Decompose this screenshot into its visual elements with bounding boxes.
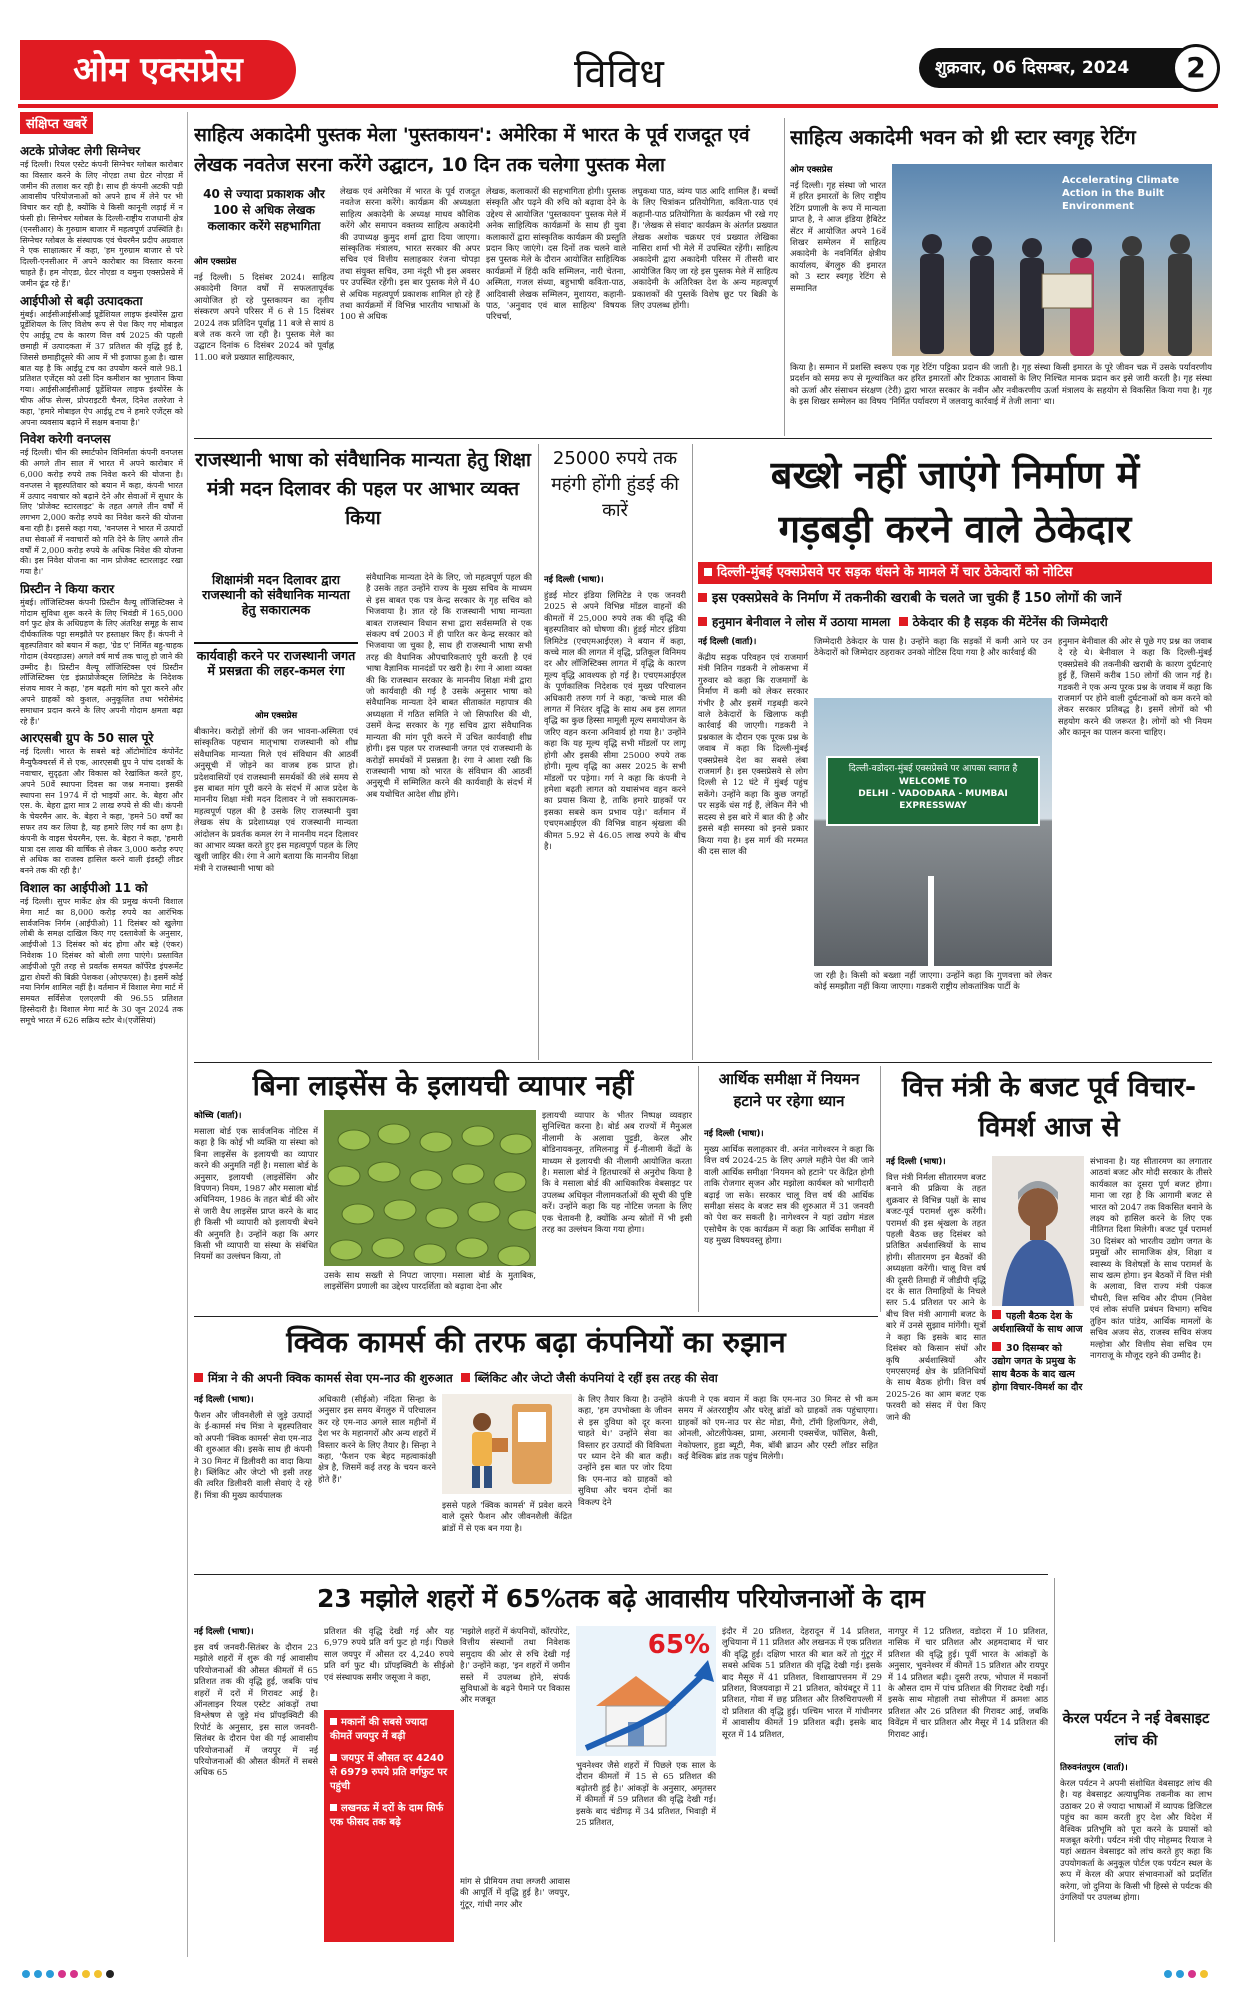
expressway-col3: हनुमान बेनीवाल की ओर से पूछे गए प्रश्न का जवाब दे रहे थे। बेनीवाल ने कहा कि दिल्ली-मुंबई एक्सप्रेसवे की तकनीकी खराबी के कारण दुर्घटनाएं हुई हैं, जिसमें करीब 150 लोगों की जान गई है। गडकरी ने एक अन्य पूरक प्रश्न के जवाब में कहा कि राजमार्ग पर होने वाली दुर्घटनाओं को कम करने को लेकर सरकार प्रतिबद्ध है। इसमें लोगों को भी सहयोग करने की जरूरत है। लोगों को भी नियम और कानून का पालन करना चाहिए।	[1058, 636, 1212, 738]
hyundai-byline: नई दिल्ली (भाषा)।	[544, 575, 604, 585]
bullet-icon	[698, 593, 707, 602]
expressway-strip-2	[698, 588, 1212, 610]
cardamom-photo	[324, 1110, 536, 1266]
greenrating-headline: साहित्य अकादेमी भवन को थ्री स्टार स्वगृह रेटिंग	[790, 125, 1136, 149]
review-body: मुख्य आर्थिक सलाहकार वी. अनंत नागेश्वरन ने कहा कि वित्त वर्ष 2024-25 के लिए अगले महीने पेश की जाने वाली आर्थिक समीक्षा 'नियमन को हटाने' पर केंद्रित होगी ताकि रोजगार सृजन और मझोला कार्यबल को भागीदारी बढ़ाई जा सके। सरकार चालू वित्त वर्ष की आर्थिक समीक्षा संसद के बजट सत्र की शुरुआत में 31 जनवरी को पेश कर सकती है। नागेश्वरन ने यहां उद्योग मंडल एसोचैम के एक कार्यक्रम में कहा कि आर्थिक समीक्षा में यह मुख्य विषयवस्तु होगा।	[704, 1144, 874, 1246]
brief-headline: प्रिस्टीन ने किया करार	[20, 581, 115, 596]
brief-item	[20, 731, 183, 877]
cardamom-byline: कोच्चि (वार्ता)।	[194, 1111, 242, 1121]
kerala-headline: केरल पर्यटन ने नई वेबसाइट लांच की	[1062, 1711, 1210, 1749]
bullet-icon	[330, 1804, 337, 1811]
bookfair-pullquote: 40 से ज्यादा प्रकाशक और 100 से अधिक लेखक कलाकार करेंगे सहभागिता	[203, 187, 325, 233]
housing-col3b: मांग से प्रीमियम तथा लग्जरी आवास की आपूर्ति में वृद्धि हुई है।' जयपुर, गुंटूर, गांधी नगर और	[460, 1876, 570, 1909]
expressway-photo	[814, 698, 1052, 966]
budget-byline: नई दिल्ली (भाषा)।	[886, 1157, 946, 1167]
quickcommerce-byline: नई दिल्ली (भाषा)।	[194, 1395, 254, 1405]
housing-col4: भुवनेश्वर जैसे शहरों में पिछले एक साल के दौरान कीमतों में 15 से 65 प्रतिशत की बढ़ोतरी हुई है।' आंकड़ों के अनुसार, अमृतसर में कीमतों में 59 प्रतिशत की वृद्धि देखी गई। इसके बाद चंडीगढ़ में 34 प्रतिशत, भिवाड़ी में 25 प्रतिशत,	[576, 1760, 716, 1828]
budget-body2: संभावना है। यह सीतारमण का लगातार आठवां बजट और मोदी सरकार के तीसरे कार्यकाल का दूसरा पूर्ण बजट होगा। माना जा रहा है कि आगामी बजट से भारत को 2047 तक विकसित बनाने के लक्ष्य को हासिल करने के लिए एक नीतिगत दिशा मिलेगी। बजट पूर्व परामर्श 30 दिसंबर को भारतीय उद्योग जगत के प्रमुखों और सामाजिक क्षेत्र, शिक्षा व स्वास्थ्य के विशेषज्ञों के साथ परामर्श के साथ खत्म होगा। इन बैठकों में वित्त मंत्री के अलावा, वित्त राज्य मंत्री पंकज चौधरी, वित्त सचिव और दीपम (निवेश एवं लोक संपत्ति प्रबंधन विभाग) सचिव तुहिन कांत पांडेय, आर्थिक मामलों के सचिव अजय सेठ, राजस्व सचिव संजय मल्होत्रा और वित्तीय सेवा सचिव एम नागराजू के मौजूद रहने की उम्मीद है।	[1090, 1156, 1212, 1360]
brief-item	[20, 881, 183, 1027]
section-title: विविध	[574, 51, 664, 97]
brief-body: मुंबई। आईसीआईसीआई प्रूडेंशियल लाइफ इंश्योरेंस द्वारा प्रूडेंशियल के लिए विशेष रूप से पेश किए गए मोबाइल ऐप आईप्रू टच के कारण वित्त वर्ष 2025 की पहली छमाही में उत्पादकता में 37 प्रतिशत की वृद्धि हुई है, जिससे छमाहीदूसरे की आय में भी इजाफा हुआ है। खास बात यह है कि आईप्रू टच का उपयोग करने वाले 98.1 प्रतिशत एजेंट्स को उसी दिन कमीशन का भुगतान किया गया। आईसीआईसीआई प्रूडेंशियल लाइफ इंश्योरेंस के चीफ ऑफ सेल्स, प्रोपराइटरी चैनल, दिनेश तलरेजा ने कहा, 'हमारे मोबाइल ऐप आईप्रू टच ने हमारे एजेंट्स को अपना व्यवसाय बढ़ाने में सक्षम बनाया है।'	[20, 309, 183, 427]
sign-text-name: DELHI - VADODARA - MUMBAI EXPRESSWAY	[858, 789, 1008, 811]
housing-graphic-label: 65%	[647, 1630, 710, 1660]
divider	[194, 1062, 1212, 1063]
expressway-sign	[826, 756, 1040, 826]
housing-highlight-2	[330, 1752, 448, 1794]
quickcommerce-strip-1: मिंत्रा ने की अपनी क्विक कामर्स सेवा एम-नाउ की शुरुआत	[208, 1371, 453, 1385]
expressway-strip-1	[698, 562, 1212, 584]
greenrating-byline: ओम एक्सप्रेस	[790, 165, 833, 175]
rajasthani-headline: राजस्थानी भाषा को संवैधानिक मान्यता हेतु शिक्षा मंत्री मदन दिलावर की पहल पर आभार व्यक्त किया	[195, 449, 531, 529]
cardamom-pods-icon	[324, 1110, 536, 1266]
brief-headline: अटके प्रोजेक्ट लेगी सिग्नेचर	[20, 144, 141, 158]
bullet-icon	[330, 1754, 337, 1761]
road-marking	[928, 876, 934, 966]
rajasthani-byline: ओम एक्सप्रेस	[254, 711, 298, 721]
budget-body1: वित्त मंत्री निर्मला सीतारमण बजट बनाने की प्रक्रिया के तहत शुक्रवार से विभिन्न पक्षों के साथ बजट-पूर्व परामर्श शुरू करेंगी। परामर्श की इस श्रृंखला के तहत पहली बैठक छह दिसंबर को प्रतिष्ठित अर्थशास्त्रियों के साथ होगी। सीतारमण इन बैठकों की अध्यक्षता करेंगी। चालू वित्त वर्ष की दूसरी तिमाही में जीडीपी वृद्धि दर के सात तिमाहियों के निचले स्तर 5.4 प्रतिशत पर आने के बीच वित्त मंत्री आगामी बजट के बारे में उनसे सुझाव मांगेंगी। सूत्रों ने कहा कि इसके बाद सात दिसंबर को किसान संघों और कृषि अर्थशास्त्रियों और एमएसएमई क्षेत्र के प्रतिनिधियों के साथ बैठक होगी। वित्त वर्ष 2025-26 का आम बजट एक फरवरी को संसद में पेश किए जाने की	[886, 1172, 986, 1422]
bookfair-col4: लघुकथा पाठ, व्यंग्य पाठ आदि शामिल हैं। बच्चों के लिए चित्रांकन प्रतियोगिता, कविता-पाठ एवं कहानी-पाठ प्रतियोगिता के कार्यक्रम भी रखे गए हैं। 'लेखक से संवाद' कार्यक्रम के अंतर्गत प्रख्यात लेखक अशोक चक्रधर एवं प्रख्यात लेखिका नासिरा शर्मा भी मेले में उपस्थित रहेंगी। साहित्य अकादेमी द्वारा अकादेमी परिसर में तीसरी बार आयोजित किए जा रहे इस पुस्तक मेले में साहित्य अकादेमी के अतिरिक्त देश के अन्य महत्वपूर्ण प्रकाशकों की पुस्तकें विशेष छूट पर बिक्री के लिए उपलब्ध होंगी।	[632, 186, 778, 311]
housing-headline: 23 मझोले शहरों में 65%तक बढ़े आवासीय परियोजनाओं के दाम	[317, 1584, 925, 1613]
brand-logo: ओम एक्सप्रेस	[20, 40, 296, 100]
photo-banner-text: Accelerating Climate Action in the Built Environment	[1062, 175, 1180, 212]
housing-highlight-1-text: मकानों की सबसे ज्यादा कीमतें जयपुर में बढ़ी	[330, 1717, 428, 1742]
housing-highlight-3-text: लखनऊ में दरों के दाम सिर्फ एक फीसद तक बढ़े	[330, 1803, 444, 1828]
masthead-rule	[18, 104, 1218, 108]
expressway-col2: जिम्मेदारी ठेकेदार के पास है। उन्होंने कहा कि सड़कों में कमी आने पर उन ठेकेदारों को जिम्मेदार ठहराकर उनको नोटिस दिया गया है और कार्रवाई की	[814, 636, 1052, 658]
housing-byline: नई दिल्ली (भाषा)।	[194, 1627, 254, 1637]
bullet-icon	[194, 1373, 203, 1382]
kerala-byline: तिरुवनंतपुरम (वार्ता)।	[1060, 1763, 1128, 1773]
person-portrait-icon	[992, 1156, 1084, 1306]
quickcommerce-col3: के लिए तैयार किया है। उन्होंने कहा, 'हम उपभोक्ता के जीवन से इस दुविधा को दूर करना चाहते थे।' उन्होंने सेवा का विस्तार हर उत्पादों की विविधता पर ध्यान देने की बात कही। उन्होंने इस बात पर जोर दिया कि एम-नाउ को ग्राहकों को सुविधा और चयन दोनों का विकल्प देने	[578, 1394, 672, 1507]
delivery-illustration	[442, 1394, 572, 1494]
brief-body: मुंबई। लॉजिस्टिक्स कंपनी प्रिस्टीन वैल्यू लॉजिस्टिक्स ने गोदाम सुविधा शुरू करने के लिए भिवंडी में 165,000 वर्ग फुट क्षेत्र के अधिग्रहण के लिए अंतरिक्ष समूह के साथ दीर्घकालिक पट्टा समझौते पर हस्ताक्षर किए हैं। कंपनी ने बृहस्पतिवार को बयान में कहा, 'ग्रेड ए' निर्मित बहु-चाहक गोदाम (वेयरहाउस) अगले वर्ष मार्च तक चालू हो जाने की उम्मीद है। प्रिस्टीन वैल्यू लॉजिस्टिक्स एवं प्रिस्टीन लॉजिस्टिक्स एंड इंफ्राप्रोजेक्ट्स लिमिटेड के निदेशक संजय मावर ने कहा, 'हम बढ़ती मांग को पूरा करने और अपने ग्राहकों को कुशल, अनुकूलित तथा भरोसेमंद समाधान प्रदान करने के लिए अपनी गोदाम क्षमता बढ़ा रहे हैं।'	[20, 597, 183, 726]
budget-highlight-1	[992, 1310, 1084, 1336]
brief-item	[20, 294, 183, 429]
bookfair-byline: ओम एक्सप्रेस	[194, 257, 237, 267]
budget-headline: वित्त मंत्री के बजट पूर्व विचार-विमर्श आज से	[901, 1072, 1197, 1143]
brief-item	[20, 582, 183, 728]
brief-headline: विशाल का आईपीओ 11 को	[20, 881, 148, 896]
budget-highlight-1-text: पहली बैठक देश के अर्थशास्त्रियों के साथ आज	[992, 1311, 1083, 1335]
people-silhouettes-icon	[892, 164, 1212, 356]
divider	[194, 1316, 878, 1317]
housing-highlight-1	[330, 1716, 448, 1744]
review-byline: नई दिल्ली (भाषा)।	[704, 1129, 764, 1139]
brief-body: नई दिल्ली। भारत के सबसे बड़े ऑटोमोटिव कंपोनेंट मैन्युफैक्चरर्स में से एक, आरएसबी ग्रुप ने पांच दशकों के नवाचार, सुदृढ़ता और विकास को रेखांकित करते हुए, अपने 50वें स्थापना दिवस का जश्न मनाया। इसकी स्थापना सन 1974 में दो भाइयों आर. के. बेहरा और एस. के. बेहरा द्वारा मात्र 2 लाख रुपये से की थी। कंपनी के चेयरमैन आर. के. बेहरा ने कहा, 'हमने 50 वर्षों का सफर तय कर लिया है, यह हमारे लिए गर्व का क्षण है। कंपनी के वाइस चेयरमैन, एस. के. बेहरा ने कहा, 'हमारी यात्रा दस लाख की वार्षिक से लेकर 3,000 करोड़ रुपए से अधिक का राजस्व हासिल करने वाली इंडस्ट्री लीडर बनने तक की रही है।'	[20, 747, 183, 876]
briefs-column	[20, 112, 188, 1957]
cardamom-col2: उसके साथ सख्ती से निपटा जाएगा। मसाला बोर्ड के मुताबिक, लाइसेंसिंग प्रणाली का उद्देश्य पारदर्शिता को बढ़ावा देना और	[324, 1270, 536, 1292]
cardamom-col3: इलायची व्यापार के भीतर निष्पक्ष व्यवहार सुनिश्चित करना है। बोर्ड अब राज्यों में मैनुअल नीलामी के अलावा पुट्टडी, केरल और बोडिनायकनूर, तमिलनाडु में ई-नीलामी केंद्रों के माध्यम से इलायची की नीलामी आयोजित करता है। मसाला बोर्ड ने हितधारकों से अनुरोध किया है कि वे मसाला बोर्ड की आधिकारिक वेबसाइट पर उपलब्ध अधिकृत नीलामकर्ताओं की सूची की पुष्टि करें। उन्होंने कहा कि यह नोटिस जनता के लिए एक चेतावनी है, क्योंकि अन्य स्रोतों में भी इसी तरह का उल्लंघन किया गया होगा।	[542, 1110, 692, 1235]
brief-body: नई दिल्ली। चीन की स्मार्टफोन विनिर्माता कंपनी वनप्लस की अगले तीन साल में भारत में अपने कारोबार में 6,000 करोड़ रुपये तक निवेश करने की योजना है। वनप्लस ने बृहस्पतिवार को बयान में कहा, कंपनी भारत में उत्पाद नवाचार को बढ़ाने देने और सेवाओं में सुधार के लिए 'प्रोजेक्ट स्टारलाइट' के तहत अगले तीन वर्षों में लगभग 2,000 करोड़ रुपये का निवेश करने की योजना बना रही है। इससे कहा गया, 'वनप्लस ने भारत में उत्पादों तथा सेवाओं में नवाचारों को गति देने के लिए अगले तीन वर्षों में 2,000 करोड़ रुपये के अधिक निवेश की योजना की। इस निवेश योजना का नाम प्रोजेक्ट स्टारलाइट रखा गया है।'	[20, 448, 183, 577]
brief-headline: आरएसबी ग्रुप के 50 साल पूरे	[20, 731, 154, 746]
expressway-strip-2-text: इस एक्सप्रेसवे के निर्माण में तकनीकी खराबी के चलते जा चुकी हैं 150 लोगों की जानें	[712, 591, 1122, 606]
date-label: शुक्रवार, 06 दिसम्बर, 2024	[919, 48, 1211, 88]
brief-headline: निवेश करेगी वनप्लस	[20, 432, 111, 447]
briefs-tag-a: संक्षिप्त	[26, 117, 59, 132]
brief-headline: आईपीओ से बढ़ी उत्पादकता	[20, 293, 143, 308]
housing-highlights-box	[324, 1710, 454, 1942]
delivery-person-icon	[442, 1394, 572, 1494]
cardamom-col1: मसाला बोर्ड एक सार्वजनिक नोटिस में कहा है कि कोई भी व्यक्ति या संस्था को बिना लाइसेंस के इलायची का व्यापार करने की अनुमति नहीं है। मसाला बोर्ड के अनुसार, इलायची (लाइसेंसिंग और विपणन) नियम, 1987 और मसाला बोर्ड अधिनियम, 1986 के तहत बोर्ड की ओर से जारी वैध लाइसेंस प्राप्त करने के बाद ही किसी भी व्यापारी को इलायची बेचने की अनुमति है। उन्होंने कहा कि अगर किसी भी व्यापारी या संस्था के संबंधित नियमों का उल्लंघन किया, तो	[194, 1126, 318, 1262]
brief-body: नई दिल्ली। रियल एस्टेट कंपनी सिग्नेचर ग्लोबल कारोबार का विस्तार करने के लिए नोएडा तथा ग्रेटर नोएडा में जमीन की तलाश कर रही है। साथ ही कंपनी अटकी पड़ी आवासीय परियोजनाओं को अपने हाथ में लेने पर भी विचार कर रही है, क्योंकि ये किसी कानूनी लड़ाई में न फंसी हो। सिग्नेचर ग्लोबल के दिल्ली-राष्ट्रीय राजधानी क्षेत्र (एनसीआर) के गुरुग्राम बाजार में महत्वपूर्ण उपस्थिति है। सिग्नेचर ग्लोबल के संस्थापक एवं चेयरमैन प्रदीप अग्रवाल ने एक साक्षात्कार में कहा, 'हम गुरुग्राम बाजार से परे दिल्ली-एनसीआर में अपने कारोबार का विस्तार करना चाहते हैं। हम नोएडा, ग्रेटर नोएडा व यमुना एक्सप्रेसवे में जमीन ढूंढ रहे हैं।'	[20, 160, 183, 288]
housing-col5: इंदौर में 20 प्रतिशत, देहरादून में 14 प्रतिशत, लुधियाना में 11 प्रतिशत और लखनऊ में एक प्रतिशत की वृद्धि हुई। दक्षिण भारत की बात करें तो गुंटूर में सबसे अधिक 51 प्रतिशत की वृद्धि देखी गई। इसके बाद मैसूरु में 41 प्रतिशत, विशाखापत्तनम में 29 प्रतिशत, विजयवाड़ा में 21 प्रतिशत, कोयंबटूर में 11 प्रतिशत, गोवा में छह प्रतिशत और तिरुचिरापल्ली में दो प्रतिशत की वृद्धि हुई। पश्चिम भारत में गांधीनगर में आवासीय कीमतें 19 प्रतिशत बढ़ी। इसके बाद सूरत में 14 प्रतिशत,	[722, 1626, 882, 1739]
rajasthani-col1: बीकानेर। करोड़ों लोगों की जन भावना-अस्मिता एवं सांस्कृतिक पहचान मातृभाषा राजस्थानी को शीघ्र संवैधानिक मान्यता मिले एवं संविधान की आठवीं अनुसूची में जोड़ने का वाजब हक प्राप्त हो। प्रदेशवासियों एवं राजस्थानी समर्थकों की लंबे समय से इस बाबत मांग पूरी करने के संदर्भ में आज प्रदेश के माननीय शिक्षा मंत्री मदन दिलावर ने जो सकारात्मक-महत्वपूर्ण पहल की है उसके लिए राजस्थानी युवा लेखक संघ के प्रदेशाध्यक्ष एवं राजस्थानी मान्यता आंदोलन के प्रवर्तक कमल रंग ने माननीय मदन दिलावर का आभार व्यक्त करते हुए इस महत्वपूर्ण पहल के लिए खुशी जाहिर की। रंगा ने आगे बताया कि माननीय शिक्षा मंत्री ने राजस्थानी भाषा को	[194, 726, 358, 873]
divider	[194, 1574, 1048, 1575]
rajasthani-col2: संवैधानिक मान्यता देने के लिए, जो महत्वपूर्ण पहल की है उसके तहत उन्होंने राज्य के मुख्य सचिव के माध्यम से इस बाबत एक पत्र केन्द्र सरकार के गृह सचिव को भिजवाया है। ज्ञात रहे कि राजस्थानी भाषा मान्यता बाबत राजस्थान विधान सभा द्वारा सर्वसम्मति से एक संकल्प वर्ष 2003 में ही पारित कर केन्द्र सरकार को भिजवाया जा चुका है, साथ ही राजस्थानी भाषा सभी तरह की वैधानिक औपचारिकताएं पूरी करती है एवं भाषा वैज्ञानिक मानदंडों पर खरी है। रंगा ने आशा व्यक्त की कि राजस्थान सरकार के माननीय शिक्षा मंत्री द्वारा जो कार्यवाही की गई है उसके अनुसार भाषा को संवैधानिक मान्यता देने बाबत सीताकांत महापात्र की अध्यक्षता में गठित समिति ने जो सिफारिश की थी, उसमें केन्द्र सरकार के गृह सचिव द्वारा संवैधानिक मान्यता की मांग पूरी करने में उचित कार्यवाही शीघ्र होगी। इस पहल पर राजस्थानी जगत एवं राजस्थानी के करोड़ों समर्थकों में प्रसन्नता है। रंगा ने आशा रखी कि राजस्थानी भाषा को भारत के संविधान की आठवीं अनुसूची में सम्मिलित करने की कार्यवाही के संदर्भ में अब यथोचित आदेश शीघ्र होंगे।	[366, 572, 532, 799]
bookfair-headline: साहित्य अकादेमी पुस्तक मेला 'पुस्तकायन': अमेरिका में भारत के पूर्व राजदूत एवं लेखक नवतेज सरना करेंगे उद्घाटन, 10 दिन तक चलेगा पुस्तक मेला	[194, 124, 750, 176]
expressway-sub-2: ठेकेदार की है सड़क की मेंटेनेंस की जिम्मेदारी	[912, 615, 1108, 629]
greenrating-body2: किया है। सम्मान में प्रशस्ति स्वरूप एक गृह रेटिंग पट्टिका प्रदान की जाती है। गृह संस्था किसी इमारत के पूरे जीवन चक्र में उसके पर्यावरणीय प्रदर्शन को समग्र रूप से मूल्यांकित कर हरित इमारतों और टिकाऊ आवासों के लिए निश्चित मानक प्रदान कर इसे जारी करती है। गृह संस्था को ऊर्जा और संसाधन संरक्षण (टेरी) द्वारा भारत सरकार के नवीन और नवीकरणीय ऊर्जा मंत्रालय के सहयोग से विकसित किया गया है। गृह के इस शिखर सम्मेलन का विषय 'निर्मित पर्यावरण में जलवायु कार्रवाई में तेजी लाना' था।	[790, 362, 1212, 407]
bullet-icon	[461, 1373, 470, 1382]
bullet-icon	[992, 1342, 1001, 1351]
bullet-icon	[330, 1718, 337, 1725]
expressway-subheads	[698, 612, 1212, 632]
briefs-tag-b: खबरें	[63, 117, 87, 132]
cardamom-headline: बिना लाइसेंस के इलायची व्यापार नहीं	[252, 1069, 634, 1102]
review-headline: आर्थिक समीक्षा में नियमन हटाने पर रहेगा ध्यान	[718, 1070, 860, 1110]
divider	[194, 438, 1212, 439]
bookfair-col1: नई दिल्ली। 5 दिसंबर 2024। साहित्य अकादेमी विगत वर्षों में सफलतापूर्वक आयोजित हो रहे पुस्तकायन का तृतीय संस्करण अपने परिसर में 6 से 15 दिसंबर 2024 तक प्रतिदिन पूर्वाह्न 11 बजे से सायं 8 बजे तक करने जा रही है। पुस्तक मेले का उद्घाटन दिनांक 6 दिसंबर 2024 को पूर्वाह्न 11.00 बजे प्रख्यात साहित्यकार,	[194, 272, 334, 362]
divider	[1054, 1578, 1055, 1942]
registration-dots-icon	[20, 1967, 1210, 1980]
quickcommerce-col5: कंपनी ने एक बयान में कहा कि एम-नाउ 30 मिनट से भी कम समय में अंतरराष्ट्रीय और घरेलू ब्रांडों को ग्राहकों तक पहुंचाएगा। ग्राहकों को एम-नाउ पर सेट मोडा, मैंगो, टॉमी हिलफिगर, लेवी, ओनली, ओटलीफेक्स, प्रामा, अरमानी एक्सचेंज, फॉसिल, कैसी, नेकोफ्लार, हुडा ब्यूटी, मैक, बॉबी ब्राउन और एस्टी लॉडर सहित कई वैश्विक ब्रांड तक पहुंच मिलेगी।	[678, 1394, 878, 1462]
page-number: 2	[1172, 44, 1220, 92]
quickcommerce-col1: फैशन और जीवनशैली से जुड़े उत्पादों के ई-कामर्स मंच मिंत्रा ने बृहस्पतिवार को अपनी 'क्विक कामर्स' सेवा एम-नाउ की शुरुआत की। इसके साथ ही कंपनी ने 30 मिनट में डिलीवरी का वादा किया है। ब्लिंकिट और जेप्टो भी इसी तरह की त्वरित डिलीवरी वाली सेवाएं दे रहे हैं। मिंत्रा की मुख्य कार्यपालक	[194, 1410, 312, 1500]
housing-graphic	[576, 1626, 716, 1756]
sign-text-hindi: दिल्ली-वडोदरा-मुंबई एक्सप्रेसवे पर आपका स्वागत है	[848, 764, 1018, 774]
brief-item	[20, 432, 183, 578]
masthead	[14, 40, 1220, 102]
hyundai-headline: 25000 रुपये तक महंगी होंगी हुंडई की कारें	[551, 448, 679, 521]
expressway-headline-2: गड़बड़ी करने वाले ठेकेदार	[778, 507, 1132, 551]
budget-highlight-2	[992, 1342, 1084, 1394]
housing-col6: नागपुर में 12 प्रतिशत, वडोदरा में 10 प्रतिशत, नासिक में चार प्रतिशत और अहमदाबाद में चार प्रतिशत की वृद्धि हुई। पूर्वी भारत के आंकड़ों के अनुसार, भुवनेश्वर में कीमतें 15 प्रतिशत और रायपुर में 14 प्रतिशत बढ़ी। दूसरी तरफ, भोपाल में मकानों के औसत दाम में पांच प्रतिशत की गिरावट देखी गई। इसके साथ मोहाली तथा सोलीपत में क्रमशः आठ प्रतिशत और 26 प्रतिशत की गिरावट आई, जबकि विवेंद्रम में चार प्रतिशत और मैसूर में 14 प्रतिशत की गिरावट आई।	[888, 1626, 1048, 1739]
divider	[880, 1066, 881, 1312]
hyundai-body: हुंडई मोटर इंडिया लिमिटेड ने एक जनवरी 2025 से अपने विभिन्न मॉडल वाहनों की कीमतों में 25,000 रुपये तक की वृद्धि की बृहस्पतिवार को घोषणा की। हुंडई मोटर इंडिया लिमिटेड (एचएमआईएल) ने बयान में कहा, कच्चे माल की लागत में वृद्धि, प्रतिकूल विनिमय दर और लॉजिस्टिक्स लागत में वृद्धि के कारण मूल्य वृद्धि आवश्यक हो गई है। एचएमआईएल के पूर्णकालिक निदेशक एवं मुख्य परिचालन अधिकारी तरुण गर्ग ने कहा, 'कच्चे माल की लागत में निरंतर वृद्धि के साथ अब इस लागत वृद्धि का कुछ हिस्सा मामूली मूल्य समायोजन के जरिए वहन करना अनिवार्य हो गया है।' उन्होंने कहा कि यह मूल्य वृद्धि सभी मॉडलों पर लागू होगी और इसकी सीमा 25000 रुपये तक होगी। मूल्य वृद्धि का असर 2025 के सभी मॉडलों पर पड़ेगा। गर्ग ने कहा कि कंपनी ने हमेशा बढ़ती लागत को यथासंभव वहन करने का प्रयास किया है, ताकि हमारे ग्राहकों पर इसका सबसे कम प्रभाव पड़े।' वर्तमान में एचएमआईएल की विभिन्न वाहन श्रृंखला की कीमत 5.92 से 46.05 लाख रुपये के बीच है।	[544, 590, 686, 851]
bullet-icon	[992, 1310, 1001, 1319]
bullet-icon	[698, 617, 707, 626]
sign-text-welcome: WELCOME TO	[898, 777, 968, 787]
divider	[538, 444, 539, 1060]
print-registration-marks	[20, 1966, 1210, 1980]
expressway-sub-1: हनुमान बेनीवाल ने लोस में उठाया मामला	[712, 615, 891, 629]
rajasthani-pullquote-2: कार्यवाही करने पर राजस्थानी जगत में प्रसन्नता की लहर-कमल रंगा	[194, 642, 358, 706]
award-ceremony-photo	[892, 164, 1212, 356]
bullet-icon	[704, 568, 712, 576]
briefs-tag	[20, 112, 93, 134]
budget-highlights-box	[992, 1310, 1084, 1430]
divider	[698, 1066, 699, 1312]
kerala-body: केरल पर्यटन ने अपनी संशोधित वेबसाइट लांच की है। यह वेबसाइट अत्याधुनिक तकनीक का लाभ उठाकर 20 से ज्यादा भाषाओं में व्यापक डिजिटल पहुंच का काम करती हुए देश और विदेश में वैश्विक प्रतिभूमि को पूरा करने के प्रयासों को मजबूत करेगी। पर्यटन मंत्री पीए मोहम्मद रियाज ने यहां अद्यतन वेबसाइट को लांच करते हुए कहा कि उपयोगकर्ता के अनुकूल पोर्टल एक पर्यटन स्थल के रूप में केरल की अपार संभावनाओं को प्रदर्शित करेगा, जो दुनिया के किसी भी हिस्से से पर्यटक की उंगलियों पर उपलब्ध होगा।	[1060, 1778, 1212, 1903]
greenrating-body1: नई दिल्ली। गृह संस्था जो भारत में हरित इमारतों के लिए राष्ट्रीय रेटिंग प्रणाली के रूप में मान्यता प्राप्त है, ने आज इंडिया हैबिटेट सेंटर में आयोजित अपने 16वें शिखर सम्मेलन में साहित्य अकादेमी के नवनिर्मित क्षेत्रीय कार्यालय, बेंगलुरु की इमारत को 3 स्टार स्वगृह रेटिंग से सम्मानित	[790, 180, 886, 293]
housing-col3: 'मझोले शहरों में कंपनियों, कॉरपोरेट, वित्तीय संस्थानों तथा निवेशक समुदाय की ओर से रुचि देखी गई है।' उन्होंने कहा, 'इन शहरों में जमीन सस्ते में उपलब्ध होने, संपर्क सुविधाओं के बढ़ने पैमाने पर विकास और मजबूत	[460, 1626, 570, 1705]
bookfair-col3: लेखक, कलाकारों की सहभागिता होगी। पुस्तक संस्कृति और पढ़ने की रुचि को बढ़ावा देने के उद्देश्य से आयोजित 'पुस्तकायन' पुस्तक मेले में अनेक साहित्यिक कार्यक्रमों के साथ ही युवा कलाकारों द्वारा सांस्कृतिक कार्यक्रम की प्रस्तुति प्रदान किए जाएंगे। दस दिनों तक चलने वाले इस पुस्तक मेले के दौरान आयोजित साहित्यिक कार्यक्रमों में हिंदी कवि सम्मिलन, नारी चेतना, अस्मिता, गजल संध्या, बहुभाषी कविता-पाठ, आदिवासी लेखक सम्मिलन, मुशायरा, कहानी-पाठ, 'अनुवाद एवं बाल साहित्य' विषयक परिचर्चा,	[486, 186, 626, 322]
quickcommerce-col2: अधिकारी (सीईओ) नंदिता सिन्हा के अनुसार इस समय बेंगलुरु में परिचालन कर रहे एम-नाउ अगले साल महीनों में देश भर के महानगरों और अन्य शहरों में विस्तार करने के लिए तैयार है। सिन्हा ने कहा, 'फैशन एक बेहद महत्वाकांक्षी क्षेत्र है, जिसमें कई तरह के चयन करने होते हैं।'	[318, 1394, 436, 1484]
divider	[692, 444, 693, 1060]
housing-col1: इस वर्ष जनवरी-सितंबर के दौरान 23 मझोले शहरों में शुरू की गई आवासीय परियोजनाओं की औसत कीमतों में 65 प्रतिशत तक की वृद्धि हुई, जबकि पांच शहरों में दरों में गिरावट आई है। ऑनलाइन रियल एस्टेट आंकड़ों तथा विश्लेषण से जुड़े मंच प्रॉपइक्विटी की रिपोर्ट के अनुसार, इस साल जनवरी-सितंबर के दौरान पेश की गई आवासीय परियोजनाओं में जयपुर में नई परियोजनाओं की औसत कीमतें में सबसे अधिक 65	[194, 1642, 318, 1778]
expressway-byline: नई दिल्ली (वार्ता)।	[698, 637, 757, 647]
quickcommerce-col4: इससे पहले 'क्विक कामर्स' में प्रवेश करने वाले दूसरे फैशन और जीवनशैली केंद्रित ब्रांडों में से एक बन गया है।	[442, 1500, 572, 1533]
expressway-col2b: जा रही है। किसी को बख्शा नहीं जाएगा। उन्होंने कहा कि गुणवत्ता को लेकर कोई समझौता नहीं किया जाएगा। गडकरी राष्ट्रीय लोकतांत्रिक पार्टी के	[814, 970, 1052, 992]
bullet-icon	[899, 617, 908, 626]
brief-item	[20, 144, 183, 290]
finance-minister-photo	[992, 1156, 1084, 1306]
budget-highlight-2-text: 30 दिसम्बर को उद्योग जगत के प्रमुख के साथ बैठक के बाद खत्म होगा विचार-विमर्श का दौर	[992, 1343, 1083, 1393]
bookfair-col2: लेखक एवं अमेरिका में भारत के पूर्व राजदूत नवतेज सरना करेंगे। कार्यक्रम की अध्यक्षता साहित्य अकादेमी के अध्यक्ष माधव कौशिक करेंगे और समापन वक्तव्य साहित्य अकादेमी की उपाध्यक्ष कुमुद शर्मा द्वारा दिया जाएगा। सांस्कृतिक मंत्रालय, भारत सरकार की अपर सचिव एवं वित्तीय सलाहकार रंजना चोपड़ा तथा संयुक्त सचिव, उमा नंदूरी भी इस अवसर पर उपस्थित रहेंगी। इस बार पुस्तक मेले में 40 से अधिक महत्वपूर्ण प्रकाशक शामिल हो रहे हैं तथा कार्यक्रमों में विभिन्न भारतीय भाषाओं के 100 से अधिक	[340, 186, 480, 322]
quickcommerce-strip-2: ब्लिंकिट और जेप्टो जैसी कंपनियां दे रहीं इस तरह की सेवा	[474, 1371, 718, 1385]
quickcommerce-strips	[194, 1368, 878, 1388]
expressway-col1: केंद्रीय सड़क परिवहन एवं राजमार्ग मंत्री नितिन गडकरी ने लोकसभा में गुरुवार को कहा कि राजमार्गों के निर्माण में कमी को लेकर सरकार गंभीर है और इसमें गड़बड़ी करने वाले ठेकेदारों के खिलाफ कड़ी कार्रवाई की जाएगी। गडकरी ने प्रश्नकाल के दौरान एक पूरक प्रश्न के जवाब में कहा कि दिल्ली-मुंबई एक्सप्रेसवे देश का सबसे लंबा राजमार्ग है। इस एक्सप्रेसवे से लोग दिल्ली से 12 घंटे में मुंबई पहुंच सकेंगे। उन्होंने कहा कि कुछ जगहों पर सड़कें धंस गई हैं, लेकिन मैंने भी सदस्य से इस बारे में बात की है और इससे बड़ी समस्या को इनसे प्रकार किया गया है। इस मार्ग की मरम्मत की दस साल की	[698, 652, 808, 856]
divider	[784, 118, 785, 436]
expressway-strip-1-text: दिल्ली-मुंबई एक्सप्रेसवे पर सड़क धंसने के मामले में चार ठेकेदारों को नोटिस	[717, 565, 1073, 580]
quickcommerce-headline: क्विक कामर्स की तरफ बढ़ा कंपनियों का रुझान	[286, 1325, 786, 1359]
expressway-headline-1: बख्शे नहीं जाएंगे निर्माण में	[770, 453, 1140, 497]
housing-highlight-3	[330, 1802, 448, 1830]
rajasthani-pullquote-1: शिक्षामंत्री मदन दिलावर द्वारा राजस्थानी को संवैधानिक मान्यता हेतु सकारात्मक	[202, 572, 350, 617]
brief-body: नई दिल्ली। सुपर मार्केट क्षेत्र की प्रमुख कंपनी विशाल मेगा मार्ट का 8,000 करोड़ रुपये का आरंभिक सार्वजनिक निर्गम (आईपीओ) 11 दिसंबर को खुलेगा लोबी के समक्ष दाखिल किए गए दस्तावेजों के अनुसार, आईपीओ 13 दिसंबर को बंद होगा और बड़े (एंकर) निवेशक 10 दिसंबर को बोली लगा पाएंगे। प्रस्तावित आईपीओ पूरी तरह से प्रवर्तक समयत कॉर्पेरेड इंपरूमेंट द्वारा शेयरों की बिक्री पेशकश (ओएफएस) है। इसमें कोई नया निर्गम शामिल नहीं है। वर्तमान में विशाल मेगा मार्ट में समयत सर्विसेज एलएलपी की 96.55 प्रतिशत हिस्सेदारी है। विशाल मेगा मार्ट के 30 जून 2024 तक समूचे भारत में 626 सक्रिय स्टोर थे।(एजेंसियां)	[20, 897, 183, 1025]
housing-highlight-2-text: जयपुर में औसत दर 4240 से 6979 रुपये प्रति वर्गफुट पर पहुंची	[330, 1753, 448, 1792]
housing-col2: प्रतिशत की वृद्धि देखी गई और यह 6,979 रुपये प्रति वर्ग फुट हो गई। पिछले साल जयपुर में औसत दर 4,240 रुपये प्रति वर्ग फुट थी। प्रॉपइक्विटी के सीईओ एवं संस्थापक समीर जसूजा ने कहा,	[324, 1626, 454, 1682]
